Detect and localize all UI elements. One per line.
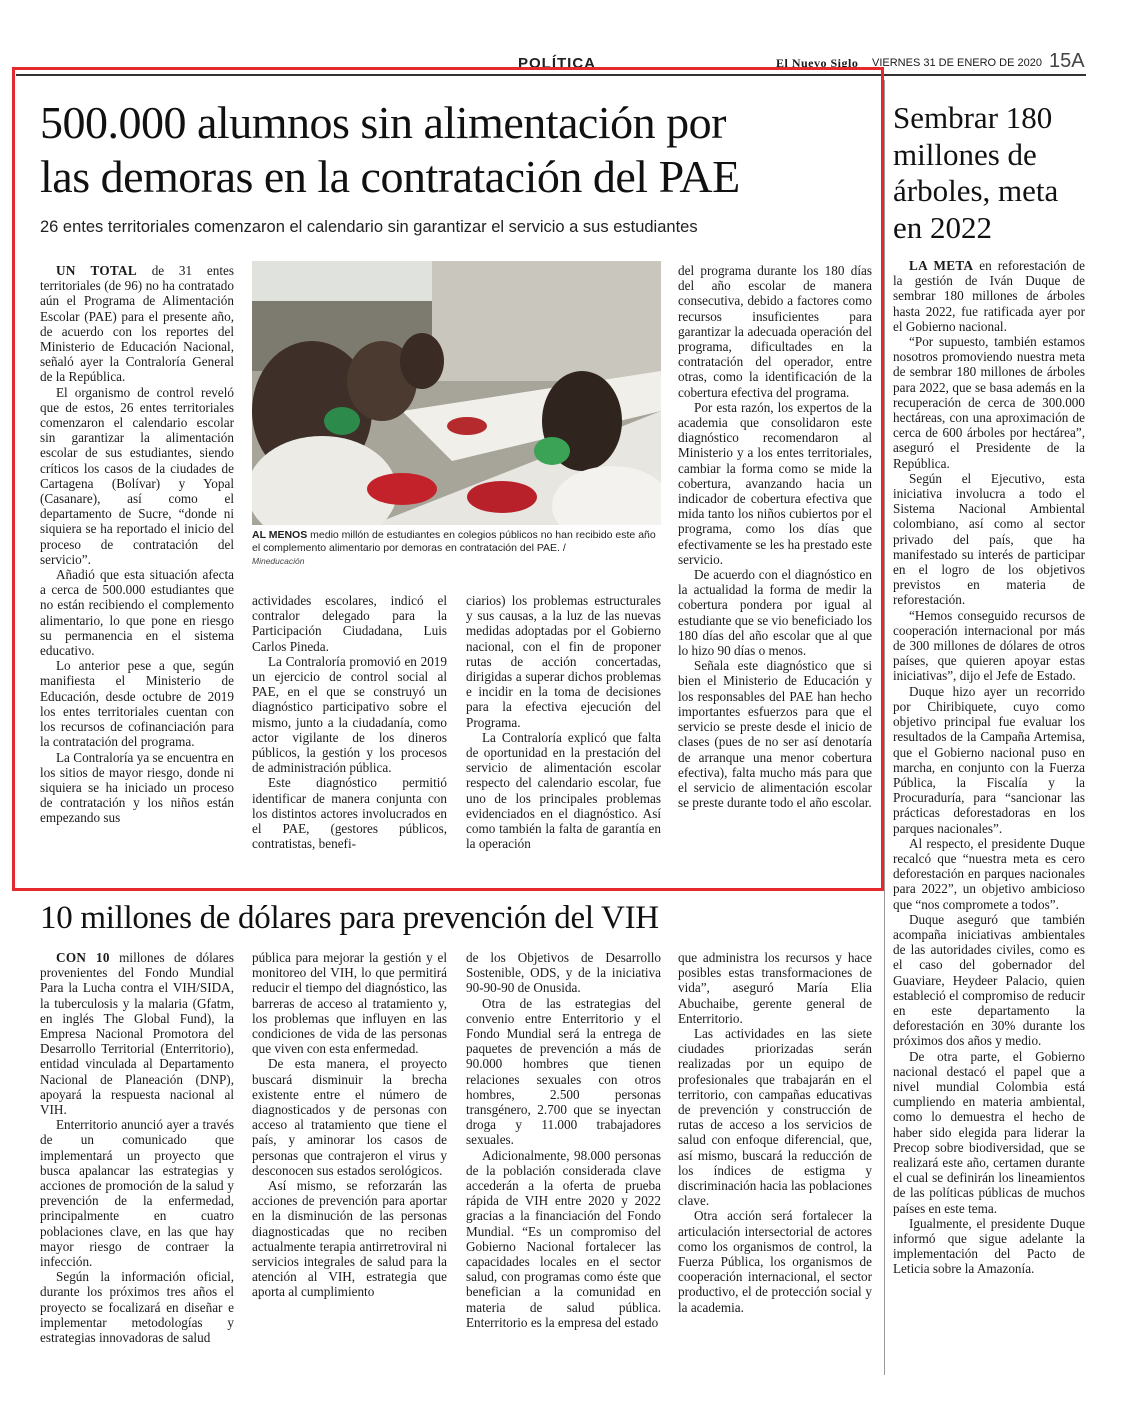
paragraph: de 31 entes territoriales (de 96) no ha contratado aún el Programa de Alimentación Escolar (PAE) para el presente año, de acuerdo con los reportes del Ministerio de Educación Nacional, señaló ayer la Contraloría General de la República. [40, 263, 234, 385]
paragraph: De otra parte, el Gobierno nacional destacó el papel que a nivel mundial Colombia está cumpliendo en materia ambiental, como lo demuestra el hecho de haber sido elegida para liderar la Precop sobre biodiversidad, que se realizará este año, certamen durante el cual se definirán los lineamientos de las políticas públicas de muchos países en este tema. [893, 1048, 1085, 1216]
headline-line-1: 500.000 alumnos sin alimentación por [40, 97, 726, 148]
section-label: POLÍTICA [518, 55, 596, 72]
main-column-2 [252, 593, 447, 851]
children-eating-photo [252, 261, 661, 525]
main-column-1 [40, 263, 234, 826]
paragraph: La Contraloría explicó que falta de oportunidad en la prestación del servicio de alimentación escolar respecto del calendario escolar, fue uno de los principales problemas evidenciados en el diagnóstico. Así como también la falta de garantía en la operación [466, 729, 661, 852]
paragraph: Igualmente, el presidente Duque informó que sigue adelante la implementación del Pacto de Leticia sobre la Amazonía. [893, 1215, 1085, 1277]
lead-in: LA META [909, 258, 974, 273]
caption-text: medio millón de estudiantes en colegios públicos no han recibido este año el complemento alimentario por demoras en contratación del PAE. / [252, 529, 656, 554]
masthead-logo: El Nuevo Siglo [776, 56, 859, 70]
column-divider [884, 80, 885, 1375]
paragraph: Este diagnóstico permitió identificar de manera conjunta con los distintos actores involucrados en el PAE, (gestores públicos, contratistas, benefi- [252, 775, 447, 852]
paragraph: Añadió que esta situación afecta a cerca de 500.000 estudiantes que no están recibiendo el complemento alimentario, lo que pone en riesgo su permanencia en el sistema educativo. [40, 567, 234, 659]
side-headline: Sembrar 180 millones de árboles, meta en 2022 [893, 100, 1059, 245]
paragraph: que administra los recursos y hace posibles estas transformaciones de vida”, aseguró María Elia Abuchaibe, gerente general de Enterritorio. [678, 950, 872, 1026]
paragraph: Adicionalmente, 98.000 personas de la población considerada clave accederán a la oferta de prueba rápida de VIH entre 2020 y 2022 gracias a la financiación del Fondo Mundial. “Es un compromiso del Gobierno Nacional fortalecer las capacidades locales en el sector salud, con programas como éste que benefician a la comunidad en materia de salud pública. Enterritorio es la empresa del estado [466, 1147, 661, 1330]
paragraph: “Por supuesto, también estamos nosotros promoviendo nuestra meta de sembrar 180 millones de árboles para 2022, que se basa además en la recuperación de cerca de 300.000 hectáreas, con una aproximación de cerca de 600 árboles por hectárea”, aseguró el Presidente de la República. [893, 334, 1085, 471]
side-column [893, 258, 1085, 1277]
paragraph: “Hemos conseguido recursos de cooperación internacional por más de 300 millones de dólares de otros países, que quieren apoyar estas iniciativas”, dijo el Jefe de Estado. [893, 607, 1085, 684]
paragraph: pública para mejorar la gestión y el monitoreo del VIH, lo que permitirá reducir el tiempo del diagnóstico, las barreras de acceso al tratamiento y, los problemas que influyen en las condiciones de vida de las personas que viven con esta enfermedad. [252, 950, 447, 1057]
paragraph: Enterritorio anunció ayer a través de un comunicado que implementará un proyecto que busca apalancar las estrategias y acciones de promoción de la salud y prevención de la enfermedad, principalmente en cuatro poblaciones clave, en las que hay mayor riesgo de contraer la infección. [40, 1117, 234, 1270]
article-photo [252, 261, 661, 525]
headline-line-2: las demoras en la contratación del PAE [40, 151, 740, 202]
main-headline [40, 96, 860, 204]
second-column-3 [466, 950, 661, 1330]
main-deck: 26 entes territoriales comenzaron el calendario sin garantizar el servicio a sus estudiantes [40, 218, 698, 236]
paragraph: Duque aseguró que también acompaña iniciativas ambientales de las autoridades civiles, como es el caso del gobernador del Guaviare, Heydeer Palacio, quien estableció el compromiso de reducir en este departamento la deforestación en 30% durante los próximos dos años y medio. [893, 911, 1085, 1049]
photo-credit: Mineducación [252, 556, 305, 566]
lead-in: UN TOTAL [56, 263, 137, 278]
main-column-4 [678, 263, 872, 810]
paragraph: Según el Ejecutivo, esta iniciativa involucra a todo el Sistema Nacional Ambiental colombiano, así como al sector privado del país, que ha manifestado su interés de participar en el logro de los objetivos previstos en materia de reforestación. [893, 470, 1085, 608]
caption-lead: AL MENOS [252, 529, 308, 541]
paragraph: Las actividades en las siete ciudades priorizadas serán realizadas por un equipo de profesionales que trabajarán en el territorio, con campañas educativas de prevención y construcción de rutas de acceso a los servicios de salud con enfoque diferencial, que, así mismo, buscará la reducción de los índices de estigma y discriminación hacia las poblaciones clave. [678, 1026, 872, 1209]
paragraph: La Contraloría promovió en 2019 un ejercicio de control social al PAE, en el que se construyó un diagnóstico participativo sobre el mismo, junto a la ciudadanía, como actor vigilante de los dineros públicos, la gestión y los procesos de administración pública. [252, 653, 447, 776]
paragraph: El organismo de control reveló que de estos, 26 entes territoriales comenzaron el calendario escolar sin garantizar la alimentación escolar de sus estudiantes, siendo críticos los casos de la ciudades de Cartagena (Bolívar) y Yopal (Casanare), así como el departamento de Sucre, “donde ni siquiera se ha reportado el inicio del proceso de contratación del servicio”. [40, 384, 234, 567]
paragraph: Según la información oficial, durante los próximos tres años el proyecto se focalizará en diseñar e implementar metodologías y estrategias innovadoras de salud [40, 1269, 234, 1346]
paragraph: De esta manera, el proyecto buscará disminuir la brecha existente entre el número de diagnosticados y de personas con acceso al tratamiento que tiene el país, y aminorar los casos de personas que contrajeron el virus y desconocen sus estados serológicos. [252, 1056, 447, 1178]
second-column-4 [678, 950, 872, 1315]
paragraph: De acuerdo con el diagnóstico en la actualidad la forma de medir la cobertura pondera por igual al estudiante que se vio beneficiado los 180 días del año escolar que al que lo hizo 90 días o menos. [678, 567, 872, 659]
second-column-1 [40, 950, 234, 1345]
second-column-2 [252, 950, 447, 1300]
dateline: VIERNES 31 DE ENERO DE 2020 [872, 57, 1042, 69]
paragraph: de los Objetivos de Desarrollo Sostenible, ODS, y de la iniciativa 90-90-90 de Onusida. [466, 950, 661, 996]
paragraph: Otra de las estrategias del convenio entre Enterritorio y el Fondo Mundial será la entrega de paquetes de prevención a más de 90.000 hombres que tienen relaciones sexuales con otros hombres, 2.500 personas transgénero, 2.700 que se inyectan droga y 11.000 trabajadores sexuales. [466, 995, 661, 1148]
paragraph: Por esta razón, los expertos de la academia que consolidaron este diagnóstico recomendaron al Ministerio y a los entes territoriales, cambiar la forma como se mide la cobertura, avanzando hacia un indicador de cobertura efectiva que mida tanto los niños cubiertos por el programa, como los días que efectivamente se les ha prestado este servicio. [678, 399, 872, 567]
paragraph: Al respecto, el presidente Duque recalcó que “nuestra meta es cero deforestación en parques nacionales para 2022”, un objetivo ambicioso que “nos compromete a todos”. [893, 835, 1085, 912]
paragraph: millones de dólares provenientes del Fondo Mundial Para la Lucha contra el VIH/SIDA, la tuberculosis y la malaria (Gfatm, en inglés The Global Fund), la Empresa Nacional Promotora del Desarrollo Territorial (Enterritorio), entidad vinculada al Departamento Nacional de Planeación (DNP), apoyará la respuesta nacional al VIH. [40, 950, 234, 1118]
lead-in: CON 10 [56, 950, 110, 965]
paragraph: Así mismo, se reforzarán las acciones de prevención para aportar en la disminución de las personas diagnosticadas que no reciben actualmente terapia antirretroviral ni servicios integrales de salud para la atención al VIH, estrategia que aporta al cumplimiento [252, 1178, 447, 1300]
paragraph: Otra acción será fortalecer la articulación intersectorial de actores como los organismos de control, la Fuerza Pública, los organismos de cooperación internacional, el sector productivo, el de protección social y la academia. [678, 1208, 872, 1315]
paragraph: del programa durante los 180 días del año escolar de manera consecutiva, debido a factores como recursos insuficientes para garantizar la adecuada operación del programa, dificultades en la contratación del operador, entre otras, como la identificación de la cobertura efectiva del programa. [678, 263, 872, 400]
photo-caption [252, 529, 661, 568]
paragraph: Duque hizo ayer un recorrido por Chiribiquete, cuyo como objetivo principal fue evaluar los resultados de la Campaña Artemisa, que el Gobierno nacional puso en marcha, en conjunto con la Fuerza Pública, la Fiscalía y la Procuraduría, para “sancionar las prácticas deforestadoras en los parques nacionales”. [893, 683, 1085, 836]
paragraph: en reforestación de la gestión de Iván Duque de sembrar 180 millones de árboles hasta 2022, fue ratificada ayer por el Gobierno nacional. [893, 258, 1085, 334]
paragraph: actividades escolares, indicó el contralor delegado para la Participación Ciudadana, Luis Carlos Pineda. [252, 593, 447, 654]
main-column-3 [466, 593, 661, 851]
paragraph: La Contraloría ya se encuentra en los sitios de mayor riesgo, donde ni siquiera se ha iniciado un proceso de contratación y los niños están empezando sus [40, 749, 234, 826]
paragraph: ciarios) los problemas estructurales y sus causas, a la luz de las nuevas medidas adoptadas por el Gobierno nacional, con el fin de proponer rutas de acción concertadas, dirigidas a superar dichos problemas e incidir en la toma de decisiones para la efectiva ejecución del Programa. [466, 593, 661, 730]
paragraph: Lo anterior pese a que, según manifiesta el Ministerio de Educación, desde octubre de 2019 los entes territoriales cuentan con los recursos de cofinanciación para la contratación del programa. [40, 658, 234, 750]
paragraph: Señala este diagnóstico que si bien el Ministerio de Educación y los responsables del PAE han hecho importantes esfuerzos para que el servicio se preste desde el inicio de clases (pues de no ser así denotaría de arranque una menor cobertura efectiva), falta mucho más para que el servicio de alimentación escolar se preste durante todo el año escolar. [678, 658, 872, 811]
second-headline: 10 millones de dólares para prevención del VIH [40, 900, 659, 936]
page-number: 15A [1049, 50, 1085, 72]
